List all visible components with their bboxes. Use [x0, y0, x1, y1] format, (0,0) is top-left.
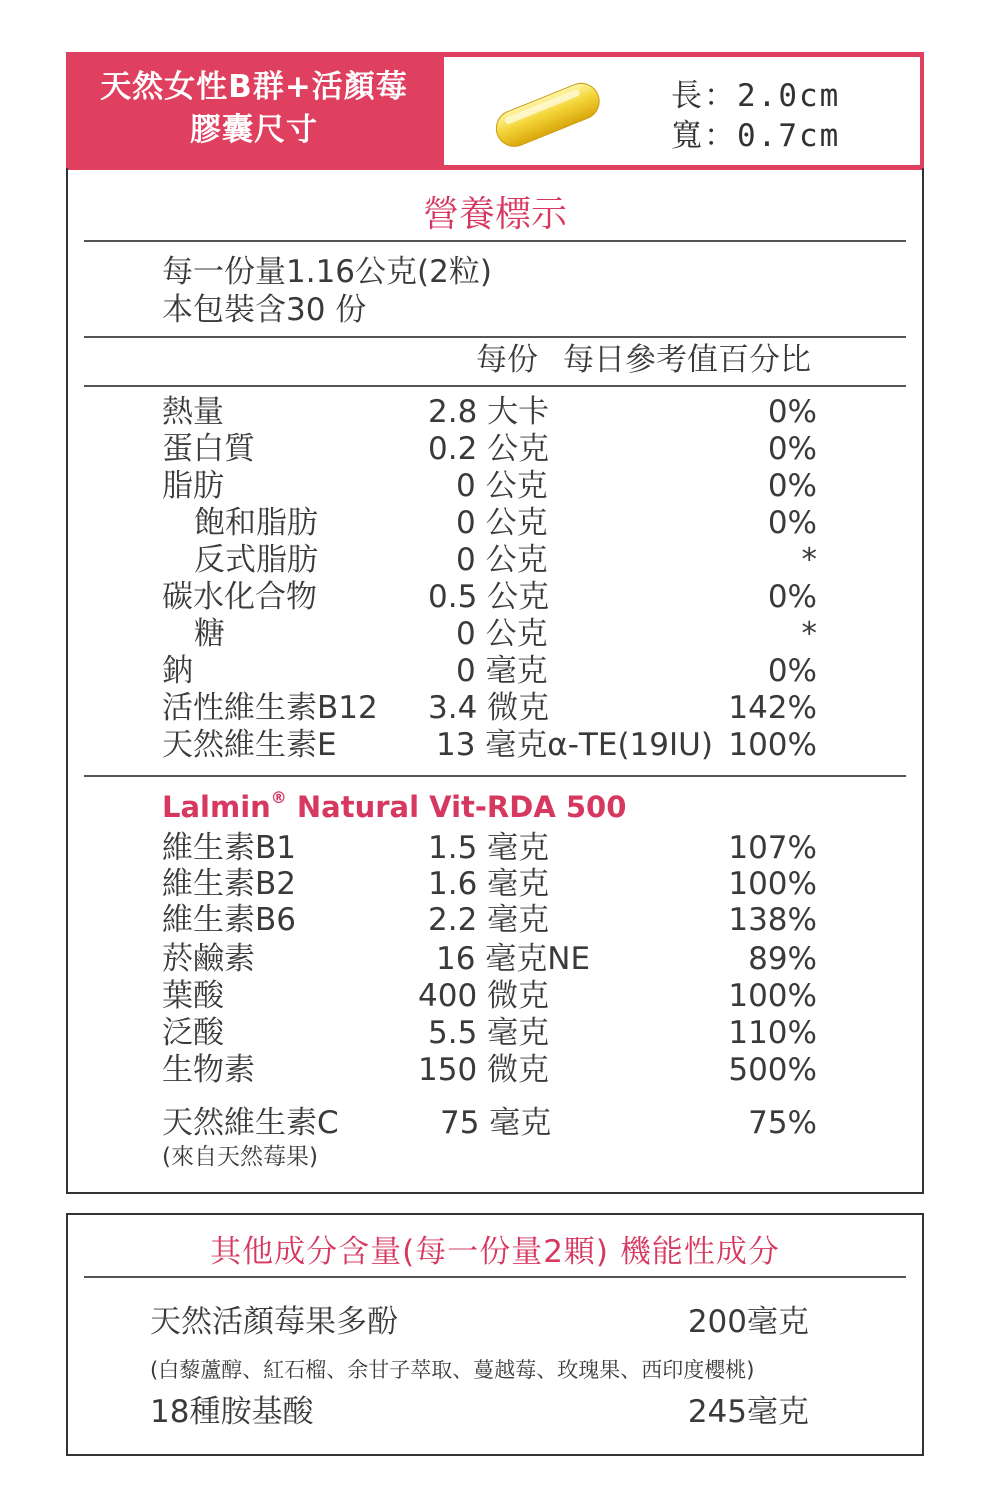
- vitamin-dv: 138%: [728, 902, 817, 938]
- vitamin-amount: 5.5 毫克: [428, 1015, 550, 1051]
- vitamin-name: 維生素B1: [162, 830, 296, 866]
- nutrient-dv: 142%: [728, 690, 817, 726]
- vitamin-c-dv: 75%: [748, 1105, 817, 1141]
- servings-per-pack: 本包裝含30 份: [162, 292, 367, 328]
- nutrient-amount: 13 毫克α-TE(19IU): [436, 727, 713, 763]
- nutrient-amount: 0 公克: [456, 616, 548, 652]
- capsule-width: 寬：0.7cm: [671, 118, 841, 154]
- capsule-image: [487, 73, 607, 153]
- nutrient-name: 糖: [194, 616, 225, 652]
- registered-mark: ®: [270, 788, 287, 807]
- divider: [84, 1276, 906, 1278]
- lalmin-section-title: [162, 790, 626, 824]
- nutrient-name: 活性維生素B12: [162, 690, 378, 726]
- column-header-daily-value: 每日參考值百分比: [563, 342, 811, 378]
- capsule-length: 長：2.0cm: [671, 78, 841, 114]
- vitamin-amount: 1.6 毫克: [428, 866, 550, 902]
- vitamin-c-name: 天然維生素C: [162, 1105, 339, 1141]
- vitamin-dv: 100%: [728, 978, 817, 1014]
- nutrient-amount: 0 公克: [456, 468, 548, 504]
- nutrient-name: 鈉: [162, 653, 193, 689]
- vitamin-amount: 400 微克: [418, 978, 550, 1014]
- divider: [84, 240, 906, 242]
- nutrient-amount: 0 公克: [456, 542, 548, 578]
- vitamin-dv: 110%: [728, 1015, 817, 1051]
- vitamin-amount: 16 毫克NE: [436, 941, 591, 977]
- nutrition-title: 營養標示: [422, 194, 567, 235]
- nutrient-dv: 0%: [767, 653, 817, 689]
- nutrient-dv: *: [801, 616, 817, 652]
- divider: [84, 385, 906, 387]
- vitamin-c-amount: 75 毫克: [440, 1105, 552, 1141]
- amino-acid-name: 18種胺基酸: [150, 1394, 314, 1430]
- serving-size: 每一份量1.16公克(2粒): [162, 254, 492, 290]
- nutrient-amount: 0.5 公克: [428, 579, 550, 615]
- other-ingredients-title: 其他成分含量(每一份量2顆) 機能性成分: [210, 1234, 780, 1270]
- nutrient-amount: 0 毫克: [456, 653, 548, 689]
- vitamin-name: 維生素B2: [162, 866, 296, 902]
- nutrient-amount: 0.2 公克: [428, 431, 550, 467]
- vitamin-amount: 150 微克: [418, 1052, 550, 1088]
- nutrient-dv: 0%: [767, 505, 817, 541]
- vitamin-amount: 2.2 毫克: [428, 902, 550, 938]
- header-title-line2: 膠囊尺寸: [190, 112, 318, 148]
- divider: [84, 336, 906, 338]
- nutrient-dv: 100%: [728, 727, 817, 763]
- nutrient-name: 蛋白質: [162, 431, 255, 467]
- vitamin-amount: 1.5 毫克: [428, 830, 550, 866]
- nutrient-name: 飽和脂肪: [194, 505, 318, 541]
- nutrient-name: 天然維生素E: [162, 727, 337, 763]
- vitamin-c-source-note: (來自天然莓果): [162, 1144, 318, 1170]
- nutrient-name: 反式脂肪: [194, 542, 318, 578]
- nutrient-dv: 0%: [767, 579, 817, 615]
- polyphenol-name: 天然活顏莓果多酚: [150, 1304, 398, 1340]
- nutrient-amount: 0 公克: [456, 505, 548, 541]
- vitamin-dv: 100%: [728, 866, 817, 902]
- polyphenol-amount: 200毫克: [687, 1304, 809, 1340]
- header-title-line1: 天然女性B群+活顏莓: [100, 69, 408, 105]
- lalmin-brand: Lalmin: [162, 790, 271, 824]
- header-title: [66, 52, 442, 170]
- amino-acid-amount: 245毫克: [687, 1394, 809, 1430]
- vitamin-name: 生物素: [162, 1052, 255, 1088]
- polyphenol-sources-note: (白藜蘆醇、紅石榴、余甘子萃取、蔓越莓、玫瑰果、西印度櫻桃): [150, 1358, 755, 1382]
- vitamin-name: 葉酸: [162, 978, 224, 1014]
- vitamin-dv: 89%: [748, 941, 817, 977]
- vitamin-name: 泛酸: [162, 1015, 224, 1051]
- nutrient-name: 脂肪: [162, 468, 224, 504]
- column-header-per-serving: 每份: [476, 342, 538, 378]
- divider: [84, 775, 906, 777]
- vitamin-name: 維生素B6: [162, 902, 296, 938]
- lalmin-product: Natural Vit-RDA 500: [286, 790, 627, 824]
- nutrient-dv: 0%: [767, 468, 817, 504]
- vitamin-name: 菸鹼素: [162, 941, 255, 977]
- nutrient-amount: 3.4 微克: [428, 690, 550, 726]
- vitamin-dv: 500%: [728, 1052, 817, 1088]
- nutrient-amount: 2.8 大卡: [428, 394, 550, 430]
- vitamin-dv: 107%: [728, 830, 817, 866]
- nutrient-dv: 0%: [767, 431, 817, 467]
- nutrient-name: 碳水化合物: [162, 579, 317, 615]
- nutrient-name: 熱量: [162, 394, 224, 430]
- nutrient-dv: *: [801, 542, 817, 578]
- nutrient-dv: 0%: [767, 394, 817, 430]
